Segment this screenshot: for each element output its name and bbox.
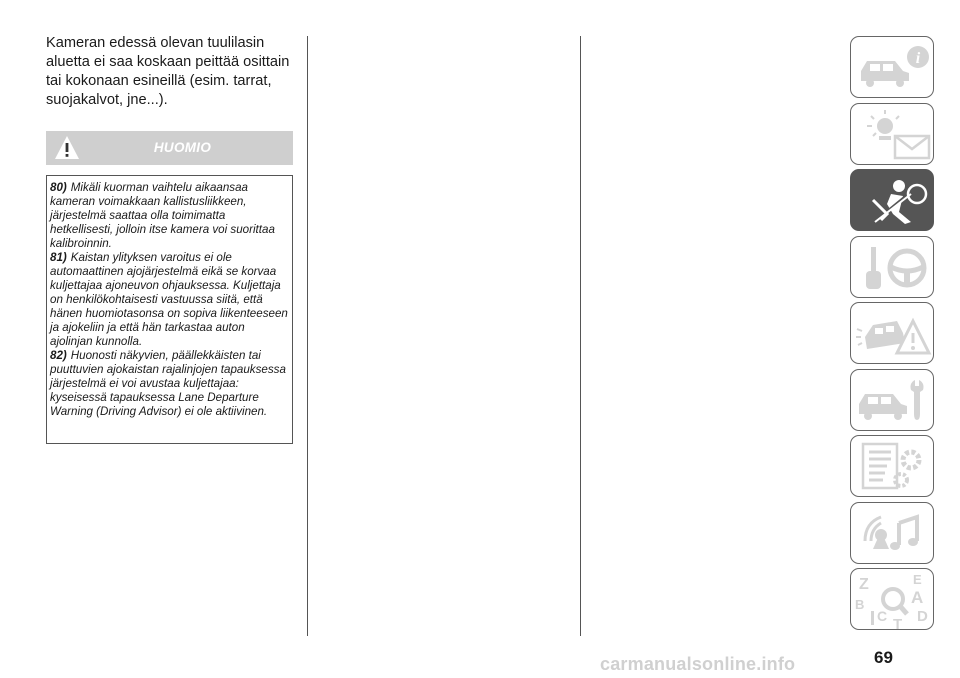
column-divider (307, 36, 308, 636)
tab-starting-driving[interactable] (850, 236, 934, 298)
tab-multimedia[interactable] (850, 502, 934, 564)
tab-emergency[interactable] (850, 302, 934, 364)
index-letter: D (917, 608, 928, 625)
warning-header (46, 131, 293, 165)
note-number: 82) (50, 349, 67, 362)
alphabetical-index-icon (851, 569, 935, 631)
tab-safety[interactable] (850, 169, 934, 231)
tab-car-info[interactable] (850, 36, 934, 98)
key-steering-wheel-icon (851, 237, 935, 299)
car-wrench-icon (851, 370, 935, 432)
chapter-tabs (850, 36, 934, 635)
warning-note (50, 181, 289, 251)
note-number: 80) (50, 181, 67, 194)
warning-notes-box (46, 175, 293, 444)
svg-text:i: i (915, 50, 921, 67)
warning-title: HUOMIO (153, 140, 212, 155)
note-number: 81) (50, 251, 67, 264)
warning-note (50, 349, 289, 419)
intro-paragraph: Kameran edessä olevan tuulilasin aluetta ei saa koskaan peittää osittain tai kokonaan esineillä (esim. tarrat, suojakalvot, jne...). (46, 35, 290, 108)
index-letter: Z (859, 576, 869, 593)
car-accident-warning-icon (851, 303, 935, 365)
note-text: Huonosti näkyvien, päällekkäisten tai puuttuvien ajokaistan rajalinjojen tapauksessa järjestelmä ei voi avustaa kuljettajaa: kyseisessä tapauksessa Lane Departure Warning (Driving Advisor) ei ole aktiivinen. (50, 349, 286, 418)
specifications-gears-icon (851, 436, 935, 498)
note-text: Mikäli kuorman vaihtelu aikaansaa kameran voimakkaan kallistusliikkeen, järjestelmä saattaa olla toimimatta hetkellisesti, jolloin itse kamera voi suorittaa kalibroinnin. (50, 181, 275, 250)
warning-note (50, 251, 289, 349)
index-letter: A (911, 588, 924, 607)
tab-maintenance[interactable] (850, 369, 934, 431)
index-letter: T (893, 616, 903, 631)
airbag-seatbelt-icon (851, 170, 935, 232)
index-letter: E (913, 572, 922, 587)
index-letter: C (877, 608, 888, 624)
note-text: Kaistan ylityksen varoitus ei ole automaattinen ajojärjestelmä eikä se korvaa kuljettajaa ajoneuvon ohjauksessa. Kuljettaja on henkilökohtaisesti vastuussa siitä, että hänen huomiotasonsa on sopiva liikenteeseen ja ajokeliin ja että hän tarkastaa auton ajolinjan kunnolla. (50, 251, 288, 348)
car-info-icon (851, 37, 935, 99)
watermark: carmanualsonline.info (600, 654, 796, 674)
index-letter: B (855, 597, 865, 612)
tab-index[interactable] (850, 568, 934, 630)
column-divider (580, 36, 581, 636)
warning-lights-message-icon (851, 104, 935, 166)
multimedia-music-icon (851, 503, 935, 565)
tab-warning-lights[interactable] (850, 103, 934, 165)
page-number: 69 (874, 648, 893, 667)
tab-technical-data[interactable] (850, 435, 934, 497)
